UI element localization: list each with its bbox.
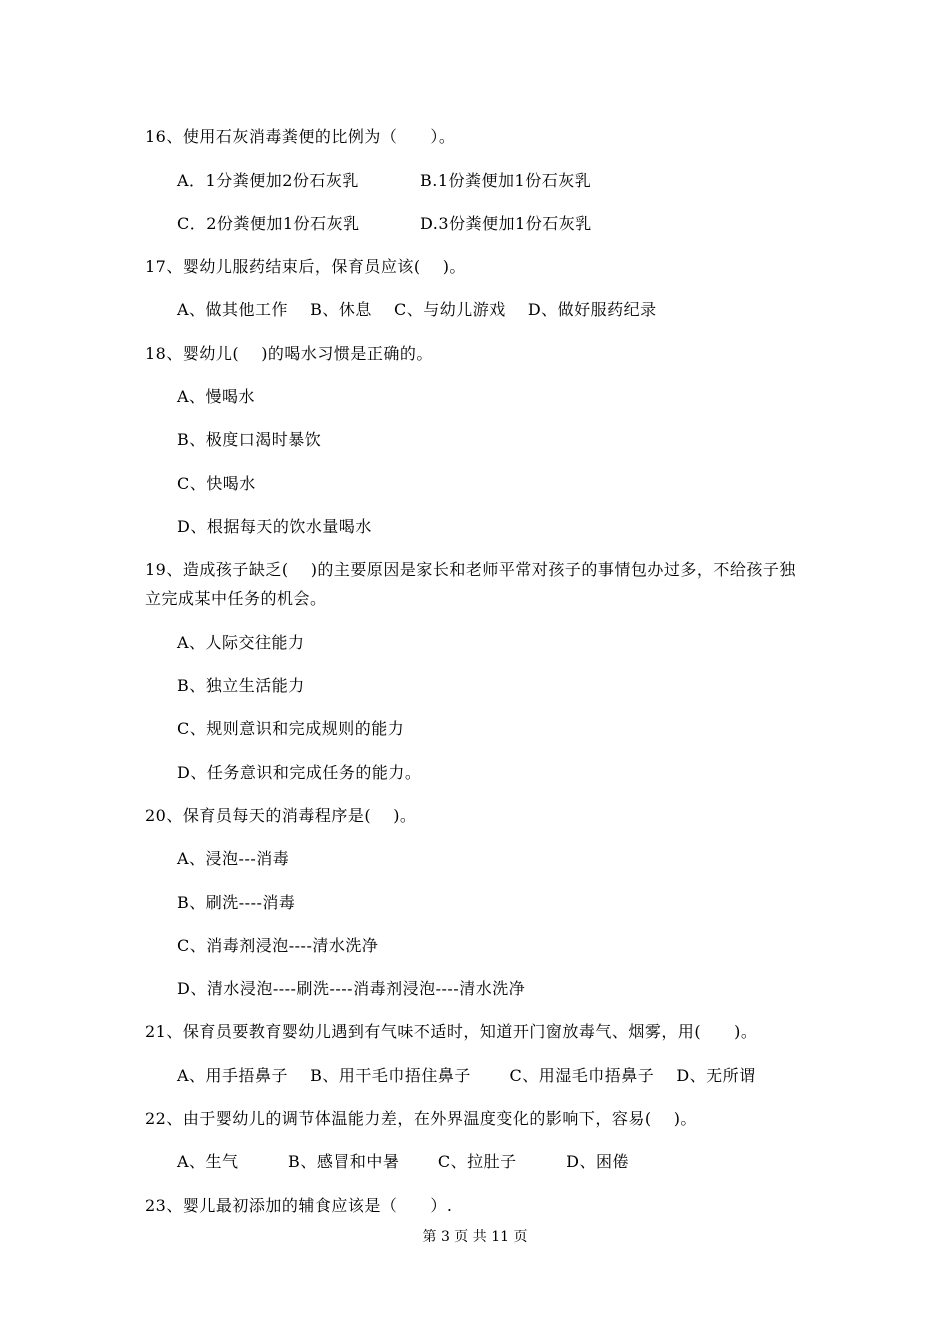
question-19-stem-line-2: 立完成某中任务的机会。 — [145, 589, 327, 608]
question-18-option-c: C、快喝水 — [177, 474, 256, 493]
question-20-option-b: B、刷洗----消毒 — [177, 893, 296, 912]
question-18-option-a: A、慢喝水 — [177, 387, 256, 406]
question-16-stem: 16、使用石灰消毒粪便的比例为（ ）。 — [145, 127, 456, 146]
page-number-footer: 第 3 页 共 11 页 — [422, 1229, 528, 1245]
question-17-options: A、做其他工作 B、休息 C、与幼儿游戏 D、做好服药纪录 — [177, 300, 657, 319]
question-16-option-c: C．2份粪便加1份石灰乳 — [177, 214, 360, 233]
question-16-options-row-1 — [177, 171, 592, 191]
question-19-option-d: D、任务意识和完成任务的能力。 — [177, 763, 422, 782]
question-20-option-c: C、消毒剂浸泡----清水洗净 — [177, 936, 379, 955]
question-23-stem: 23、婴儿最初添加的辅食应该是（ ）. — [145, 1196, 453, 1215]
question-17-stem: 17、婴幼儿服药结束后，保育员应该( )。 — [145, 257, 466, 276]
question-16-option-b: B.1份粪便加1份石灰乳 — [420, 171, 592, 190]
question-19-option-b: B、独立生活能力 — [177, 676, 305, 695]
question-16-option-d: D.3份粪便加1份石灰乳 — [420, 214, 592, 233]
question-19-stem-line-1: 19、造成孩子缺乏( )的主要原因是家长和老师平常对孩子的事情包办过多，不给孩子独 — [145, 560, 796, 579]
question-16-options-row-2 — [177, 214, 592, 234]
question-22-options: A、生气 B、感冒和中暑 C、拉肚子 D、困倦 — [177, 1152, 629, 1171]
question-22-stem: 22、由于婴幼儿的调节体温能力差，在外界温度变化的影响下，容易( )。 — [145, 1109, 697, 1128]
question-20-stem: 20、保育员每天的消毒程序是( )。 — [145, 806, 417, 825]
question-21-stem: 21、保育员要教育婴幼儿遇到有气味不适时，知道开门窗放毒气、烟雾，用( )。 — [145, 1022, 758, 1041]
question-20-option-d: D、清水浸泡----刷洗----消毒剂浸泡----清水洗净 — [177, 979, 526, 998]
question-18-option-b: B、极度口渴时暴饮 — [177, 430, 322, 449]
question-21-options: A、用手捂鼻子 B、用干毛巾捂住鼻子 C、用湿毛巾捂鼻子 D、无所谓 — [177, 1066, 756, 1085]
question-19-option-a: A、人际交往能力 — [177, 633, 305, 652]
question-18-option-d: D、根据每天的饮水量喝水 — [177, 517, 372, 536]
question-20-option-a: A、浸泡---消毒 — [177, 849, 290, 868]
question-18-stem: 18、婴幼儿( )的喝水习惯是正确的。 — [145, 344, 433, 363]
question-16-option-a: A．1分粪便加2份石灰乳 — [177, 171, 359, 190]
question-19-option-c: C、规则意识和完成规则的能力 — [177, 719, 405, 738]
